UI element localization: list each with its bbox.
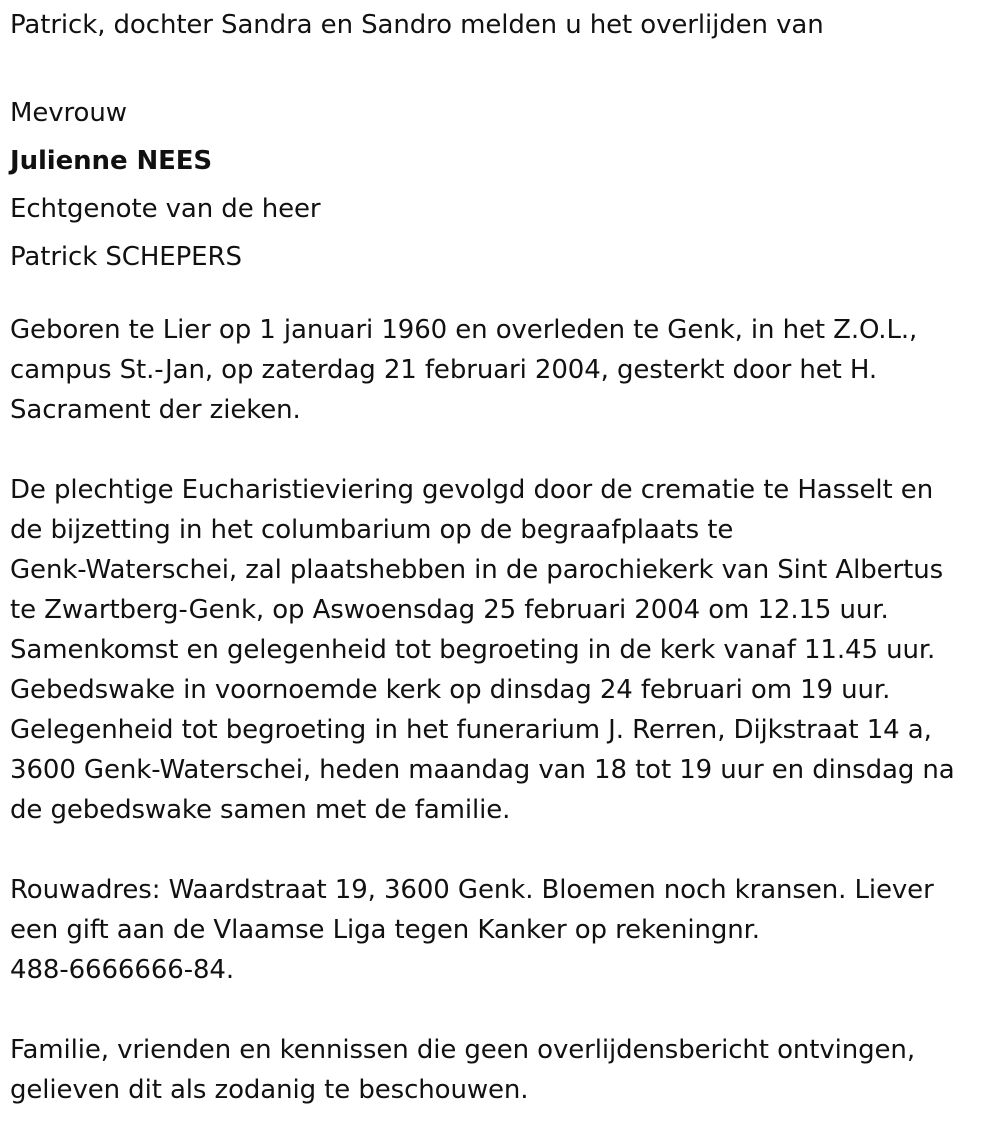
deceased-name: Julienne NEES [10,146,213,176]
paragraph-line: Familie, vrienden en kennissen die geen overlijdensbericht ontvingen, [10,1035,915,1065]
paragraph-line: Rouwadres: Waardstraat 19, 3600 Genk. Bloemen noch kransen. Liever [10,875,934,905]
paragraph-line: Sacrament der zieken. [10,395,301,425]
death-notice [10,0,985,1110]
paragraph-line: de bijzetting in het columbarium op de begraafplaats te [10,515,734,545]
relation-text: Echtgenote van de heer [10,194,321,224]
birth-paragraph [10,310,985,430]
paragraph-line: 3600 Genk-Waterschei, heden maandag van 18 tot 19 uur en dinsdag na [10,755,955,785]
closing-paragraph [10,1030,985,1110]
paragraph-line: De plechtige Eucharistieviering gevolgd door de crematie te Hasselt en [10,475,934,505]
paragraph-line: 488-6666666-84. [10,955,235,985]
intro-text: Patrick, dochter Sandra en Sandro melden u het overlijden van [10,10,824,40]
address-paragraph [10,870,985,990]
paragraph-line: Geboren te Lier op 1 januari 1960 en overleden te Genk, in het Z.O.L., [10,315,918,345]
paragraph-line: een gift aan de Vlaamse Liga tegen Kanker op rekeningnr. [10,915,760,945]
salutation: Mevrouw [10,98,127,128]
paragraph-line: Samenkomst en gelegenheid tot begroeting in de kerk vanaf 11.45 uur. [10,635,936,665]
paragraph-line: Gebedswake in voornoemde kerk op dinsdag 24 februari om 19 uur. [10,675,891,705]
ceremony-paragraph [10,470,985,830]
paragraph-line: gelieven dit als zodanig te beschouwen. [10,1075,529,1105]
paragraph-line: Genk-Waterschei, zal plaatshebben in de parochiekerk van Sint Albertus [10,555,944,585]
partner-name: Patrick SCHEPERS [10,242,242,272]
paragraph-line: te Zwartberg-Genk, op Aswoensdag 25 februari 2004 om 12.15 uur. [10,595,889,625]
paragraph-line: de gebedswake samen met de familie. [10,795,511,825]
paragraph-line: campus St.-Jan, op zaterdag 21 februari 2004, gesterkt door het H. [10,355,878,385]
paragraph-line: Gelegenheid tot begroeting in het funerarium J. Rerren, Dijkstraat 14 a, [10,715,932,745]
